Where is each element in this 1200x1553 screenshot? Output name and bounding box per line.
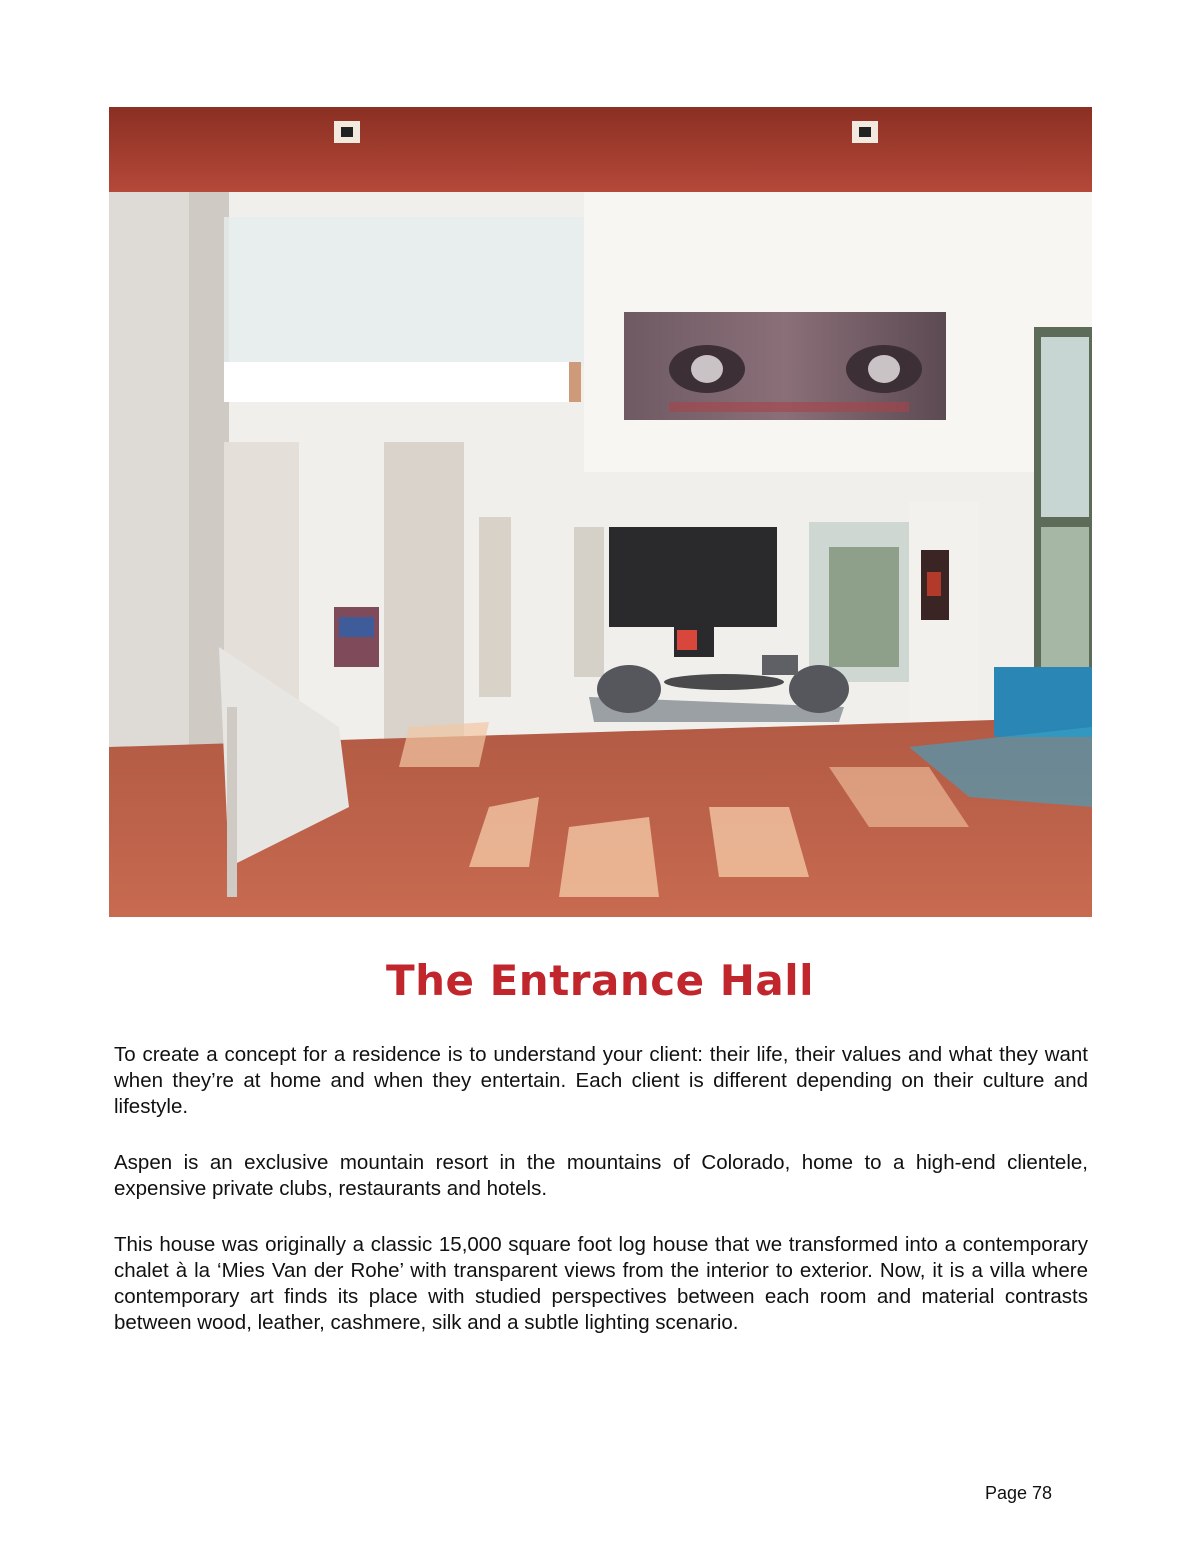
- page-title: The Entrance Hall: [385, 956, 815, 1005]
- entrance-hall-photo: [109, 107, 1092, 917]
- paragraph-client-concept: To create a concept for a residence is to understand your client: their life, their values and what they want when they’re at home and when they entertain. Each client is different depending on their culture and lifestyle.: [114, 1043, 1088, 1118]
- body-text: [114, 1042, 1088, 1366]
- page-number: Page 78: [985, 1483, 1053, 1503]
- paragraph-aspen: Aspen is an exclusive mountain resort in the mountains of Colorado, home to a high-end clientele, expensive private clubs, restaurants and hotels.: [114, 1151, 1088, 1200]
- paragraph-house-transformation: This house was originally a classic 15,000 square foot log house that we transformed into a contemporary chalet à la ‘Mies Van der Rohe’ with transparent views from the interior to exterior. Now, it is a villa where contemporary art finds its place with studied perspectives between each room and material contrasts between wood, leather, cashmere, silk and a subtle lighting scenario.: [114, 1233, 1088, 1334]
